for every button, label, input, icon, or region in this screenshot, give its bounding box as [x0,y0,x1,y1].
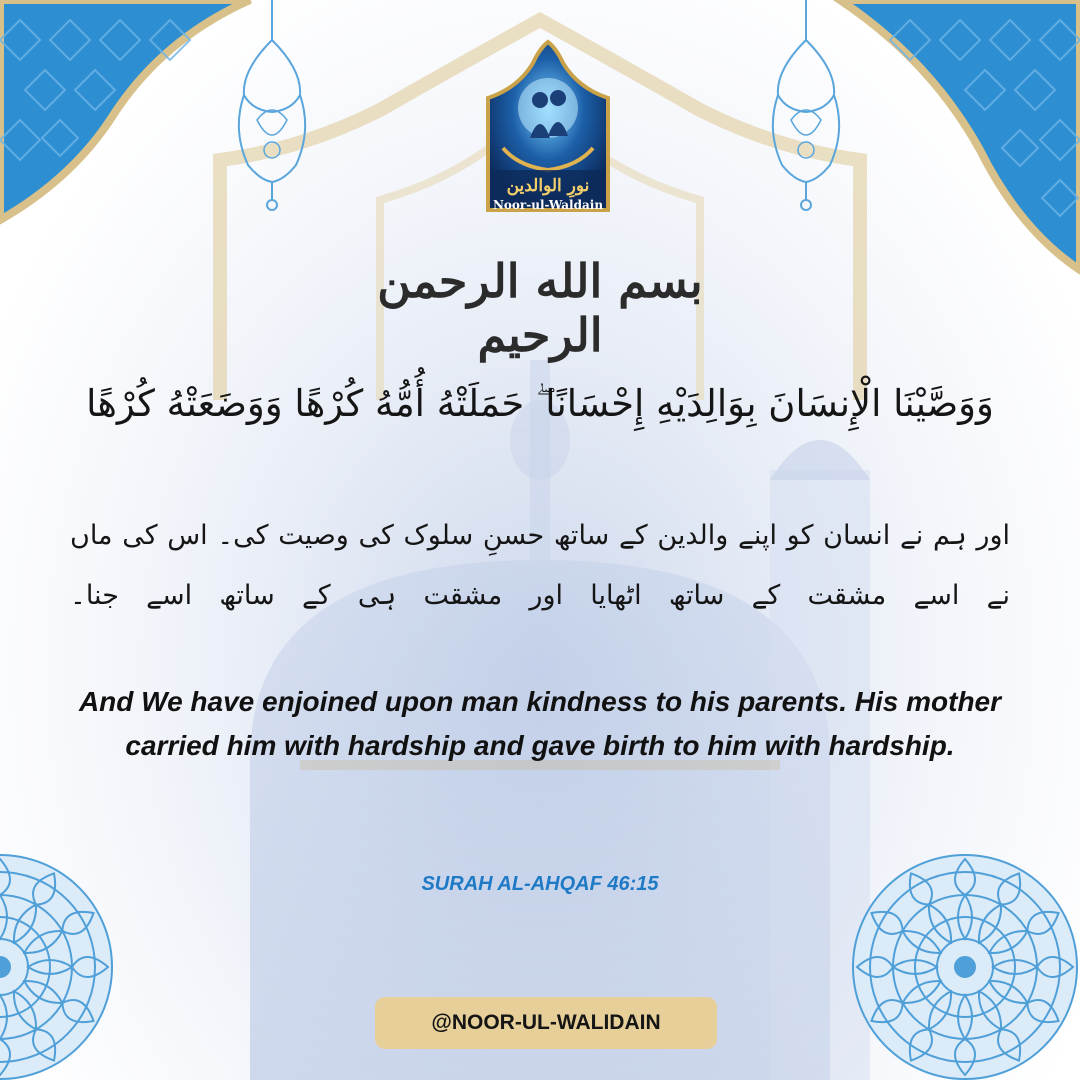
surah-reference: SURAH AL-AHQAF 46:15 [421,873,659,895]
logo-english-text: Noor-ul-Waldain [492,198,604,212]
corner-ornament-top-right [820,0,1080,280]
hanging-lantern-icon [222,0,322,215]
bismillah-calligraphy: بسم الله الرحمن الرحيم [377,254,703,362]
hanging-lantern-icon [756,0,856,215]
mandala-ornament-icon [850,852,1080,1080]
mandala-ornament-icon [0,852,115,1080]
social-handle-badge[interactable] [375,997,717,1049]
ayah-urdu-translation: اور ہم نے انسان کو اپنے والدین کے ساتھ حسنِ سلوک کی وصیت کی۔ اس کی ماں نے اسے مشقت کے ساتھ اٹھایا اور مشقت ہی کے ساتھ اسے جنا۔ [70,520,1010,611]
logo [478,38,618,216]
ayah-arabic-text: وَوَصَّيْنَا الْإِنسَانَ بِوَالِدَيْهِ إِحْسَانًا ۖ حَمَلَتْهُ أُمُّهُ كُرْهًا وَوَضَعَتْهُ كُرْهًا [86,382,994,425]
social-handle-text: @NOOR-UL-WALIDAIN [431,1011,661,1034]
corner-ornament-top-left [0,0,260,240]
ayah-english-translation: And We have enjoined upon man kindness to his parents. His mother carried him with hardship and gave birth to him with hardship. [78,686,1002,761]
logo-arabic-text: نورِ الوالدین [506,176,590,196]
